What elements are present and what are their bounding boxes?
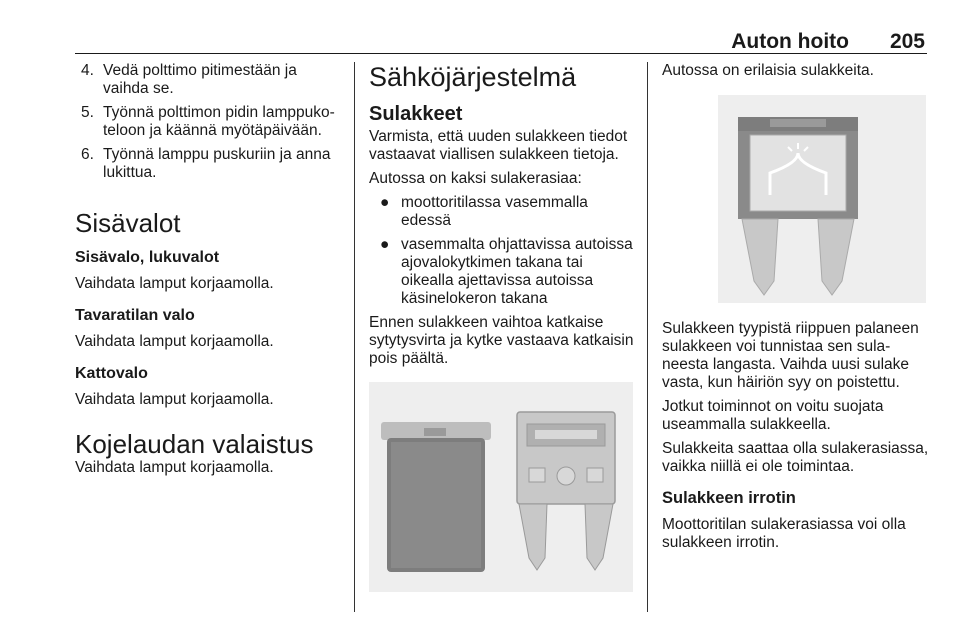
list-item	[75, 62, 343, 98]
body-text: Varmista, että uuden sulakkeen tiedot vastaavat viallisen sulakkeen tietoja.	[369, 128, 628, 163]
step-number: 6.	[81, 146, 94, 163]
section-title-kojelaudan: Kojelaudan valaistus	[75, 429, 314, 459]
fuse-types-figure	[369, 382, 633, 592]
body-text: Autossa on erilaisia sulakkeita.	[662, 62, 874, 79]
body-text: Autossa on kaksi sulakerasiaa:	[369, 170, 582, 187]
subheading: Kattovalo	[75, 365, 148, 382]
section-title-sulakkeet: Sulakkeet	[369, 103, 463, 125]
step-text: Työnnä polttimon pidin lamppukoteloon ja käännä myötäpäivään.	[103, 104, 335, 139]
column-3	[662, 62, 930, 80]
column-2	[369, 62, 635, 368]
bullet: ●	[380, 236, 390, 253]
section-title-sisavalot: Sisävalot	[75, 208, 181, 238]
body-text: Sulakkeita saattaa olla sulakerasiassa, vaikka niillä ei ole toimintaa.	[662, 440, 929, 475]
list-item	[75, 146, 343, 182]
subheading: Sisävalo, lukuvalot	[75, 249, 220, 266]
subheading: Tavaratilan valo	[75, 307, 195, 324]
column-1	[75, 62, 343, 477]
body-text: Moottoritilan sulakerasiassa voi olla sulakkeen irrotin.	[662, 516, 906, 551]
body-text: Sulakkeen tyypistä riippuen palaneen sulakkeen voi tunnistaa sen sulaneesta langasta. Vaihda uusi sulake vasta, kun häiriön syy on poistettu.	[662, 320, 919, 391]
column-divider-2	[647, 62, 648, 612]
body-text: Vaihdata lamput korjaamolla.	[75, 391, 274, 408]
step-text: Vedä polttimo pitimestään ja vaihda se.	[103, 62, 297, 97]
body-text: Ennen sulakkeen vaihtoa katkaise sytytysvirta ja kytke vastaava katkaisin pois päältä.	[369, 314, 634, 367]
bullet: ●	[380, 194, 390, 211]
body-text: Vaihdata lamput korjaamolla.	[75, 275, 274, 292]
bullet-text: vasemmalta ohjattavissa autoissa ajovalokytkimen takana tai oikealla ajettavissa autoissa käsinelokeron takana	[401, 236, 633, 307]
step-number: 5.	[81, 104, 94, 121]
column-3-lower	[662, 320, 930, 552]
chapter-title: Sähköjärjestelmä	[369, 62, 577, 92]
fusebox-list	[369, 194, 635, 308]
step-number: 4.	[81, 62, 94, 79]
subheading: Sulakkeen irrotin	[662, 489, 796, 507]
step-text: Työnnä lamppu puskuriin ja anna lukittua.	[103, 146, 331, 181]
blade-fuse-figure	[718, 95, 926, 303]
body-text: Vaihdata lamput korjaamolla.	[75, 333, 274, 350]
fuse-illustration	[369, 382, 633, 592]
page-number: 205	[889, 30, 925, 53]
body-text: Vaihdata lamput korjaamolla.	[75, 459, 274, 476]
column-divider-1	[354, 62, 355, 612]
header-rule	[75, 53, 927, 54]
running-title: Auton hoito	[731, 30, 849, 53]
list-item	[75, 104, 343, 140]
list-item	[369, 194, 635, 230]
body-text: Jotkut toiminnot on voitu suojata useammalla sulakkeella.	[662, 398, 884, 433]
bullet-text: moottoritilassa vasemmalla edessä	[401, 194, 588, 229]
steps-list	[75, 62, 343, 182]
blade-fuse-illustration	[718, 95, 926, 303]
page-header	[75, 30, 927, 54]
list-item	[369, 236, 635, 308]
